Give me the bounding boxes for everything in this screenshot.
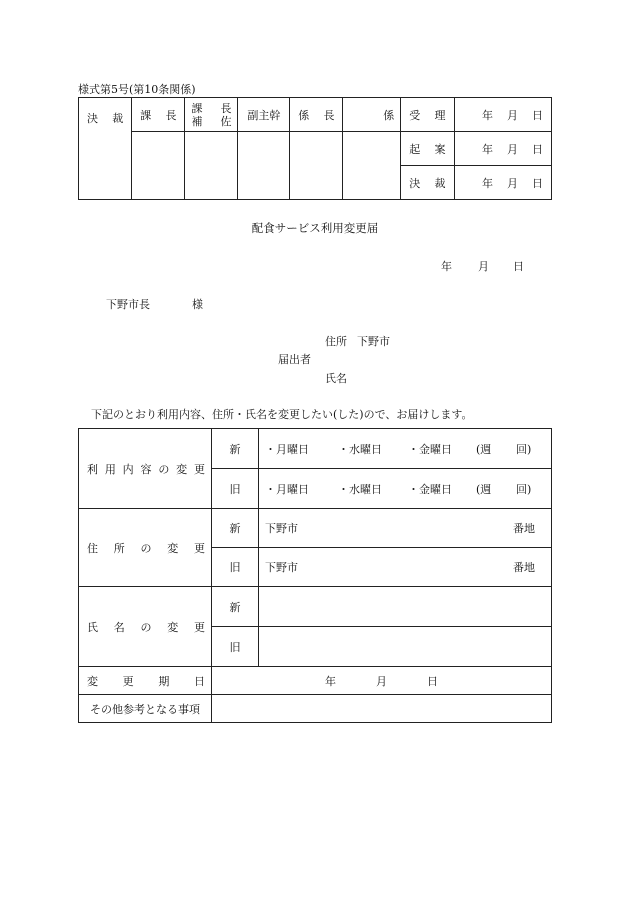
kacho-hosa-stamp[interactable] [185, 132, 238, 200]
address-new-field[interactable]: 下野市 番地 [259, 509, 552, 548]
addressee: 下野市長 様 [106, 298, 203, 311]
kian-label: 起 案 [401, 132, 454, 166]
other-field[interactable] [212, 695, 552, 723]
usage-new-label: 新 [212, 429, 259, 469]
address-old-field[interactable]: 下野市 番地 [259, 548, 552, 587]
kacho-hosa-header: 課 長 補 佐 [185, 98, 238, 132]
juri-label: 受 理 [401, 98, 454, 132]
address-new-label: 新 [212, 509, 259, 548]
name-old-label: 旧 [212, 627, 259, 667]
usage-old-label: 旧 [212, 469, 259, 509]
form-title: 配食サービス利用変更届 [251, 221, 379, 235]
address-old-label: 旧 [212, 548, 259, 587]
applicant-address[interactable]: 住所 下野市 [325, 335, 390, 348]
kian-date[interactable]: 年 月 日 [454, 132, 552, 166]
usage-new-days[interactable]: ・月曜日 ・水曜日 ・金曜日 (週 回) [259, 429, 552, 469]
submission-date[interactable]: 年 月 日 [441, 260, 524, 273]
applicant-role: 届出者 [278, 353, 311, 366]
kakari-header: 係 [343, 98, 401, 132]
usage-change-label: 利 用 内 容 の 変 更 [79, 429, 212, 509]
applicant-name[interactable]: 氏名 [325, 372, 347, 385]
kacho-header: 課 長 [132, 98, 185, 132]
change-table [78, 428, 552, 723]
kessai-label: 決 裁 [401, 166, 454, 200]
name-old-field[interactable] [259, 627, 552, 667]
name-change-label: 氏 名 の 変 更 [79, 587, 212, 667]
usage-old-days[interactable]: ・月曜日 ・水曜日 ・金曜日 (週 回) [259, 469, 552, 509]
fukushukan-header: 副主幹 [238, 98, 290, 132]
address-change-label: 住 所 の 変 更 [79, 509, 212, 587]
form-number: 様式第5号(第10条関係) [78, 83, 196, 96]
intro-text: 下記のとおり利用内容、住所・氏名を変更したい(した)ので、お届けします。 [91, 408, 473, 421]
period-date-field[interactable]: 年 月 日 [212, 667, 552, 695]
name-new-field[interactable] [259, 587, 552, 627]
period-label: 変 更 期 日 [79, 667, 212, 695]
kacho-stamp[interactable] [132, 132, 185, 200]
approval-table [78, 97, 552, 200]
kakaricho-header: 係 長 [290, 98, 343, 132]
kakaricho-stamp[interactable] [290, 132, 343, 200]
kessai-header: 決 裁 [79, 98, 132, 200]
name-new-label: 新 [212, 587, 259, 627]
kessai-date[interactable]: 年 月 日 [454, 166, 552, 200]
other-label: その他参考となる事項 [79, 695, 212, 723]
juri-date[interactable]: 年 月 日 [454, 98, 552, 132]
kakari-stamp[interactable] [343, 132, 401, 200]
fukushukan-stamp[interactable] [238, 132, 290, 200]
